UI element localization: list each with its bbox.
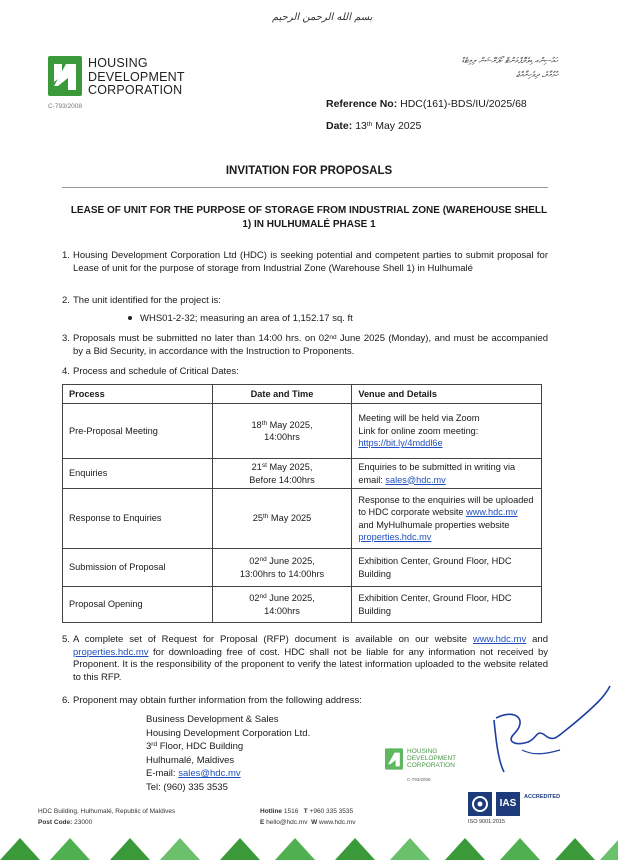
document-title: INVITATION FOR PROPOSALS xyxy=(225,165,393,177)
cell-date: 18th May 2025, 14:00hrs xyxy=(212,404,352,459)
cell-venue: Exhibition Center, Ground Floor, HDC Building xyxy=(352,587,542,623)
table-row xyxy=(63,489,542,549)
hdc-logo-icon xyxy=(48,56,82,96)
clause-5-text: A complete set of Request for Proposal (RFP) document is available on our website www.hdc.mv and properties.hdc.mv for downloading free of cost. HDC shall not be liable for any information not received by Proponent. It is the responsibility of the proponent to verify the latest information uploaded to the website related to this RFP. xyxy=(73,634,548,683)
cell-process: Pre-Proposal Meeting xyxy=(63,404,213,459)
hdc-logo xyxy=(48,56,188,100)
clause-6-text: Proponent may obtain further information from the following address: xyxy=(73,695,362,706)
accredited-label: ACCREDITED xyxy=(524,794,561,800)
stamp-wordmark: HOUSING DEVELOPMENT CORPORATION xyxy=(407,748,457,769)
cell-process: Enquiries xyxy=(63,459,213,489)
cell-venue: Enquiries to be submitted in writing via email: sales@hdc.mv xyxy=(352,459,542,489)
logo-line-1: HOUSING xyxy=(88,56,148,70)
unit-bullet xyxy=(128,313,353,324)
cell-date: 02nd June 2025, 13:00hrs to 14:00hrs xyxy=(212,549,352,587)
footer-contacts: Hotline 1516 T +960 335 3535 E hello@hdc.mv W www.hdc.mv xyxy=(260,808,356,826)
bullet-icon xyxy=(128,316,132,320)
cell-venue: Response to the enquiries will be uploaded to HDC corporate website www.hdc.mv and MyHulhumale properties website properties.hdc.mv xyxy=(352,489,542,549)
date-suffix: th xyxy=(366,121,373,128)
rfp-properties-link[interactable]: properties.hdc.mv xyxy=(73,646,149,658)
cell-process: Submission of Proposal xyxy=(63,549,213,587)
table-row xyxy=(63,404,542,459)
table-header-row xyxy=(63,385,542,404)
ias-logo-icon: IAS xyxy=(496,792,520,816)
cell-venue: Meeting will be held via Zoom Link for online zoom meeting: https://bit.ly/4mddl6e xyxy=(352,404,542,459)
footer-address: HDC Building, Hulhumalé, Republic of Maldives Post Code: 23000 xyxy=(38,808,176,826)
hdc-website-link[interactable]: www.hdc.mv xyxy=(466,507,518,517)
properties-website-link[interactable]: properties.hdc.mv xyxy=(358,532,432,542)
quality-badge-icon xyxy=(468,792,492,816)
dhivehi-line-1: ހައުސިންގ ޑިވެލޮޕްމަންޓް ކޯޕަރޭޝަން ލިމިޓެޑް xyxy=(461,56,558,65)
unit-bullet-text: WHS01-2-32; measuring an area of 1,152.17 sq. ft xyxy=(140,313,353,324)
certificate-code: C-793/2008 xyxy=(48,103,82,110)
table-row xyxy=(63,459,542,489)
dhivehi-letterhead xyxy=(461,54,558,82)
logo-line-3: CORPORATION xyxy=(88,83,183,97)
iso-label: ISO 9001:2015 xyxy=(468,819,506,825)
clause-1-text: Housing Development Corporation Ltd (HDC) is seeking potential and competent parties to submit proposal for Lease of unit for the purpose of storage from Industrial Zone (Warehouse Shell 1) in Hulhumalé xyxy=(73,250,548,274)
cell-date: 02nd June 2025, 14:00hrs xyxy=(212,587,352,623)
clause-2: 2. The unit identified for the project is: xyxy=(62,295,548,308)
table-row xyxy=(63,587,542,623)
hdc-logo-wordmark xyxy=(88,57,185,98)
cell-venue: Exhibition Center, Ground Floor, HDC Building xyxy=(352,549,542,587)
clause-5: 5. A complete set of Request for Proposal (RFP) document is available on our website www.hdc.mv and properties.hdc.mv for downloading free of cost. HDC shall not be liable for any information not received by Proponent. It is the responsibility of the proponent to verify the latest information uploaded to the website related to this RFP. xyxy=(62,634,548,683)
document-subtitle: LEASE OF UNIT FOR THE PURPOSE OF STORAGE FROM INDUSTRIAL ZONE (WAREHOUSE SHELL 1) IN HULHUMALÉ PHASE 1 xyxy=(70,205,548,230)
sales-email-link[interactable]: sales@hdc.mv xyxy=(385,474,446,485)
cell-process: Proposal Opening xyxy=(63,587,213,623)
table-row xyxy=(63,549,542,587)
signature xyxy=(476,680,612,780)
clause-3: 3. Proposals must be submitted no later than 14:00 hrs. on 02nd June 2025 (Monday), and must be accompanied by a Bid Security, in accordance with the Instruction to Proponents. xyxy=(62,333,548,357)
date-label: Date: xyxy=(326,120,353,132)
header-date-time: Date and Time xyxy=(212,385,352,404)
document-date xyxy=(326,120,421,132)
clause-4: 4. Process and schedule of Critical Dates: xyxy=(62,366,548,379)
cell-process: Response to Enquiries xyxy=(63,489,213,549)
hdc-stamp-logo xyxy=(385,748,465,788)
cell-date: 21st May 2025, Before 14:00hrs xyxy=(212,459,352,489)
clause-4-text: Process and schedule of Critical Dates: xyxy=(73,366,239,377)
header-process: Process xyxy=(63,385,213,404)
certification-badges xyxy=(468,790,592,830)
logo-line-2: DEVELOPMENT xyxy=(88,69,185,84)
critical-dates-table xyxy=(62,384,542,623)
clause-6: 6. Proponent may obtain further information from the following address: xyxy=(62,695,548,708)
reference-number xyxy=(326,98,527,110)
dhivehi-line-2: ހުޅުމާލެ، ދިވެހިރާއްޖެ xyxy=(515,70,558,79)
contact-address: Business Development & Sales Housing Development Corporation Ltd. 3rd Floor, HDC Building Hulhumalé, Maldives E-mail: sales@hdc.mv Tel: (960) 335 3535 xyxy=(146,714,311,793)
rfp-website-link[interactable]: www.hdc.mv xyxy=(472,634,527,645)
clause-1: 1. Housing Development Corporation Ltd (HDC) is seeking potential and competent parties to submit proposal for Lease of unit for the purpose of storage from Industrial Zone (Warehouse Shell 1) in Hulhumalé xyxy=(62,250,548,274)
bismillah-calligraphy: بسم الله الرحمن الرحيم xyxy=(272,12,373,23)
reference-label: Reference No: xyxy=(326,98,398,110)
clause-3-text: Proposals must be submitted no later than 14:00 hrs. on 02nd June 2025 (Monday), and must be accompanied by a Bid Security, in accordance with the Instruction to Proponents. xyxy=(73,333,548,357)
clause-2-text: The unit identified for the project is: xyxy=(73,295,221,306)
stamp-code: C-793/2008 xyxy=(407,777,431,782)
header-venue: Venue and Details xyxy=(352,385,542,404)
zoom-link[interactable]: https://bit.ly/4mddl6e xyxy=(358,438,443,449)
date-rest: May 2025 xyxy=(375,120,422,132)
reference-value: HDC(161)-BDS/IU/2025/68 xyxy=(400,98,527,110)
title-divider xyxy=(62,187,548,188)
date-day: 13 xyxy=(355,120,367,132)
footer-triangle-band xyxy=(0,838,618,860)
contact-email-link[interactable]: sales@hdc.mv xyxy=(178,768,241,779)
cell-date: 25th May 2025 xyxy=(212,489,352,549)
hdc-stamp-icon xyxy=(385,748,403,770)
